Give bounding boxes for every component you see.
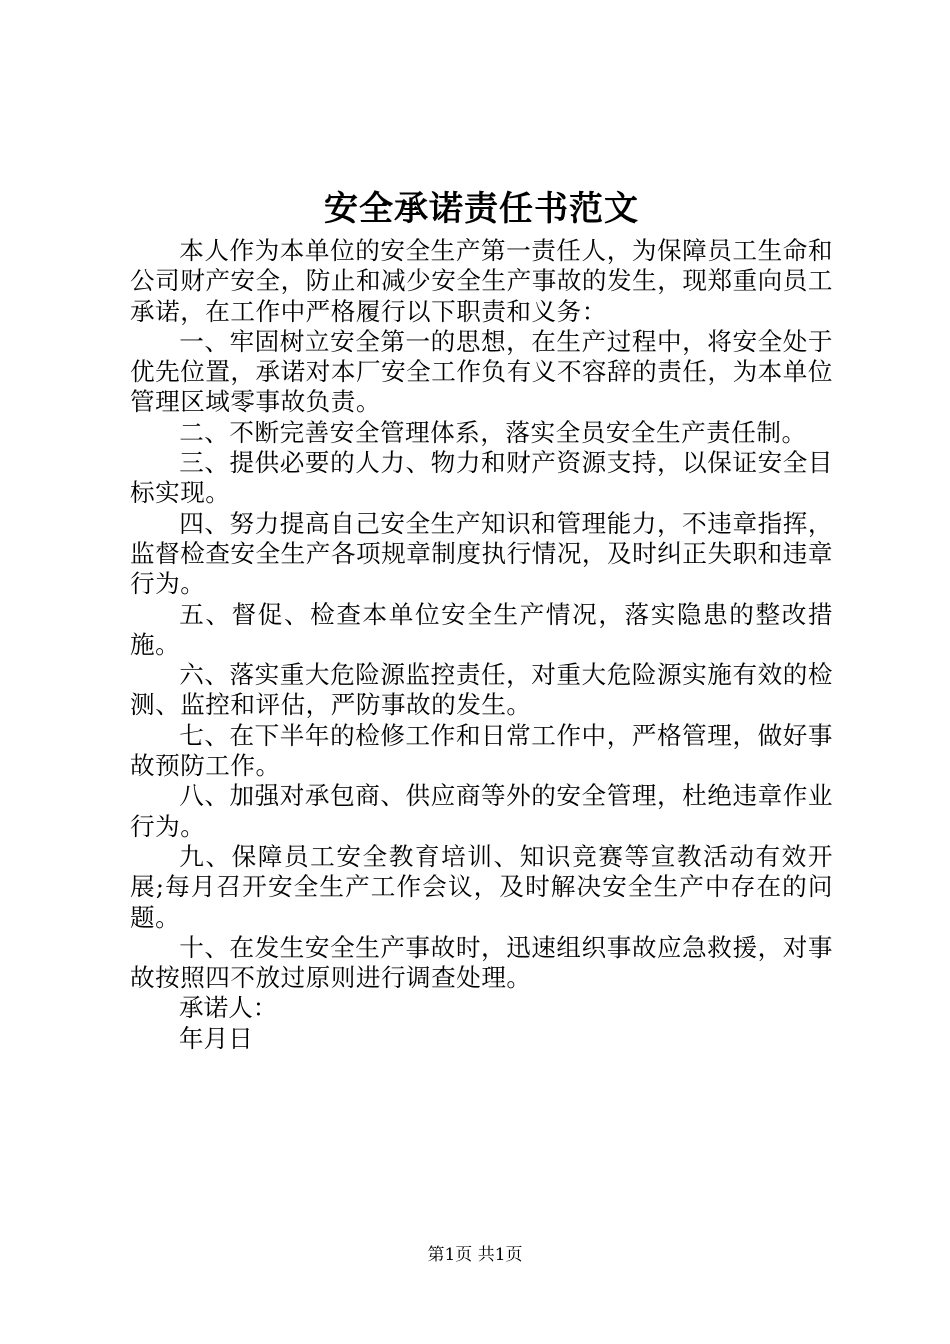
page-footer: 第1页 共1页 [427, 1245, 523, 1265]
paragraph-item-7: 七、在下半年的检修工作和日常工作中，严格管理，做好事故预防工作。 [130, 720, 833, 781]
paragraph-item-6: 六、落实重大危险源监控责任，对重大危险源实施有效的检测、监控和评估，严防事故的发生。 [130, 660, 833, 720]
paragraph-intro: 本人作为本单位的安全生产第一责任人，为保障员工生命和公司财产安全，防止和减少安全生产事故的发生，现郑重向员工承诺，在工作中严格履行以下职责和义务： [130, 236, 833, 326]
paragraph-item-9: 九、保障员工安全教育培训、知识竞赛等宣教活动有效开展;每月召开安全生产工作会议，及时解决安全生产中存在的问题。 [130, 841, 833, 932]
document-body [130, 186, 833, 1054]
paragraph-item-8: 八、加强对承包商、供应商等外的安全管理，杜绝违章作业行为。 [130, 781, 833, 841]
paragraph-item-10: 十、在发生安全生产事故时，迅速组织事故应急救援，对事故按照四不放过原则进行调查处理。 [130, 932, 833, 993]
paragraph-item-1: 一、牢固树立安全第一的思想，在生产过程中，将安全处于优先位置，承诺对本厂安全工作负有义不容辞的责任，为本单位管理区域零事故负责。 [130, 326, 833, 417]
signature-label: 承诺人： [179, 993, 278, 1023]
document-title: 安全承诺责任书范文 [324, 189, 639, 229]
paragraph-item-3: 三、提供必要的人力、物力和财产资源支持，以保证安全目标实现。 [130, 448, 833, 508]
paragraph-item-5: 五、督促、检查本单位安全生产情况，落实隐患的整改措施。 [130, 599, 833, 659]
paragraph-item-4: 四、努力提高自己安全生产知识和管理能力，不违章指挥，监督检查安全生产各项规章制度执行情况，及时纠正失职和违章行为。 [130, 508, 833, 599]
date-label: 年月日 [179, 1023, 253, 1053]
paragraph-item-2: 二、不断完善安全管理体系，落实全员安全生产责任制。 [179, 417, 807, 447]
